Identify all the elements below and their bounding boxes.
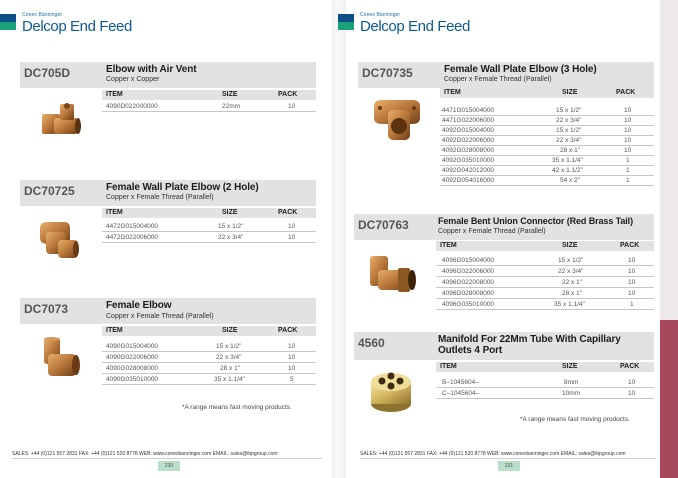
item-pack: 10	[628, 279, 636, 286]
footer-rule	[360, 458, 656, 459]
item-pack: 10	[628, 390, 636, 397]
column-pack: PACK	[278, 327, 298, 334]
table-row	[440, 136, 654, 146]
item-size: 15 x 1/2"	[558, 257, 584, 264]
item-size: 22 x 3/4"	[556, 137, 582, 144]
item-code: 4096G035010000	[442, 301, 495, 308]
item-size: 22 x 3/4"	[218, 234, 244, 241]
item-size: 28 x 1"	[220, 365, 241, 372]
item-size: 15 x 1/2"	[216, 343, 242, 350]
item-pack: 10	[288, 354, 296, 361]
column-size: SIZE	[562, 363, 578, 370]
item-pack: 1	[626, 157, 630, 164]
product-subtitle: Copper x Female Thread (Parallel)	[444, 76, 552, 83]
contact-footer: SALES: +44 (0)121 557 2831 FAX: +44 (0)121 520 8778 WEB: www.conexbanninger.com EMAIL: sales@ibpgroup.com	[360, 451, 626, 457]
brand-title: Delcop End Feed	[22, 18, 132, 35]
table-row	[436, 300, 654, 310]
item-code: 4092G042012000	[442, 167, 495, 174]
item-code: 4472G022006000	[106, 234, 159, 241]
item-pack: 1	[626, 167, 630, 174]
table-row	[102, 353, 316, 363]
item-code: 4092G015004000	[442, 127, 495, 134]
product-title: Female Wall Plate Elbow (2 Hole)	[106, 182, 259, 193]
column-pack: PACK	[278, 91, 298, 98]
item-pack: 1	[626, 177, 630, 184]
three-hole-wall-plate-elbow-icon	[372, 98, 422, 148]
table-row	[440, 126, 654, 136]
product-code: DC7073	[24, 302, 69, 316]
column-item: ITEM	[440, 363, 457, 370]
table-row	[440, 166, 654, 176]
item-code: B–1045604–	[442, 379, 479, 386]
product-code: DC70735	[362, 66, 413, 80]
table-row	[102, 342, 316, 352]
column-size: SIZE	[562, 242, 578, 249]
page-edge	[660, 0, 678, 478]
item-code: 4472G015004000	[106, 223, 159, 230]
item-code: 4092G028008000	[442, 147, 495, 154]
item-code: 4090G015004000	[106, 343, 159, 350]
item-pack: 10	[624, 107, 632, 114]
column-pack: PACK	[620, 242, 640, 249]
column-item: ITEM	[106, 91, 123, 98]
contact-footer: SALES: +44 (0)121 557 2831 FAX: +44 (0)121 520 8778 WEB: www.conexbanninger.com EMAIL: sales@ibpgroup.com	[12, 451, 278, 457]
table-header	[440, 88, 654, 98]
product-code: 4560	[358, 336, 385, 350]
brand-company: Conex Bänninger	[22, 12, 63, 18]
column-item: ITEM	[444, 89, 461, 96]
item-size: 54 x 2"	[560, 177, 581, 184]
table-row	[436, 378, 654, 388]
item-pack: 1	[630, 301, 634, 308]
item-code: 4096G015004000	[442, 257, 495, 264]
product-title: Female Bent Union Connector (Red Brass Tail)	[438, 216, 633, 226]
item-code: 4092G022006000	[442, 137, 495, 144]
item-size: 35 x 1.1/4"	[554, 301, 585, 308]
item-size: 42 x 1.1/2"	[552, 167, 583, 174]
product-title: Elbow with Air Vent	[106, 64, 197, 75]
item-code: 4096G022006000	[442, 268, 495, 275]
item-pack: 10	[288, 343, 296, 350]
page-number: 230	[158, 461, 180, 471]
product-subtitle: Copper x Copper	[106, 76, 160, 83]
right-page	[346, 0, 660, 478]
wall-plate-elbow-icon	[36, 218, 82, 266]
brand-logo-icon	[0, 14, 16, 30]
item-pack: 10	[628, 290, 636, 297]
footnote: *A range means fast moving products.	[182, 404, 292, 411]
column-item: ITEM	[440, 242, 457, 249]
item-code: 4092G035010000	[442, 157, 495, 164]
item-size: 28 x 1"	[560, 147, 581, 154]
column-pack: PACK	[620, 363, 640, 370]
item-code: 4096G028008000	[442, 290, 495, 297]
item-size: 15 x 1/2"	[556, 107, 582, 114]
table-row	[440, 176, 654, 186]
table-header	[436, 241, 654, 251]
table-header	[102, 326, 316, 336]
item-pack: 10	[624, 117, 632, 124]
table-row	[102, 222, 316, 232]
item-size: 35 x 1.1/4"	[552, 157, 583, 164]
item-size: 15 x 1/2"	[556, 127, 582, 134]
footer-rule	[12, 458, 322, 459]
product-subtitle: Copper x Female Thread (Parallel)	[438, 228, 546, 235]
item-code: 4096G022008000	[442, 279, 495, 286]
column-size: SIZE	[222, 91, 238, 98]
item-size: 22 x 3/4"	[556, 117, 582, 124]
item-size: 22mm	[222, 103, 241, 110]
table-row	[102, 375, 316, 385]
item-size: 22 x 3/4"	[558, 268, 584, 275]
item-pack: 10	[288, 103, 296, 110]
item-code: 4471G015004000	[442, 107, 495, 114]
brand-logo-icon	[338, 14, 354, 30]
column-size: SIZE	[222, 209, 238, 216]
column-size: SIZE	[562, 89, 578, 96]
item-size: 8mm	[564, 379, 579, 386]
page-number: 231	[498, 461, 520, 471]
column-pack: PACK	[616, 89, 636, 96]
column-size: SIZE	[222, 327, 238, 334]
table-row	[440, 146, 654, 156]
manifold-icon	[368, 370, 414, 414]
item-size: 10mm	[562, 390, 581, 397]
section-tab	[660, 320, 678, 478]
item-size: 28 x 1"	[562, 290, 583, 297]
item-pack: 10	[288, 234, 296, 241]
table-row	[436, 267, 654, 277]
product-code: DC70763	[358, 218, 409, 232]
table-row	[102, 102, 316, 112]
item-code: 4090G022006000	[106, 354, 159, 361]
table-row	[436, 289, 654, 299]
item-code: C–1045604–	[442, 390, 480, 397]
table-header	[102, 208, 316, 218]
product-code: DC705D	[24, 66, 71, 80]
column-pack: PACK	[278, 209, 298, 216]
column-item: ITEM	[106, 209, 123, 216]
brand-company: Conex Bänninger	[360, 12, 401, 18]
brand-title: Delcop End Feed	[360, 18, 470, 35]
item-pack: 10	[628, 257, 636, 264]
item-pack: 10	[628, 268, 636, 275]
product-title-line-1: Manifold For 22Mm Tube With Capillary	[438, 334, 621, 345]
table-row	[440, 156, 654, 166]
item-pack: 10	[624, 137, 632, 144]
item-code: 4090G035010000	[106, 376, 159, 383]
item-size: 35 x 1.1/4"	[214, 376, 245, 383]
table-row	[440, 116, 654, 126]
table-row	[440, 106, 654, 116]
female-elbow-icon	[40, 336, 82, 382]
table-row	[436, 389, 654, 399]
item-pack: 5	[290, 376, 294, 383]
footnote: *A range means fast moving products.	[520, 416, 630, 423]
item-size: 22 x 1"	[562, 279, 583, 286]
product-title: Female Elbow	[106, 300, 172, 311]
table-row	[102, 233, 316, 243]
product-title: Female Wall Plate Elbow (3 Hole)	[444, 64, 597, 75]
item-pack: 10	[624, 147, 632, 154]
item-size: 15 x 1/2"	[218, 223, 244, 230]
item-pack: 10	[288, 223, 296, 230]
table-row	[436, 256, 654, 266]
table-row	[102, 364, 316, 374]
item-pack: 10	[628, 379, 636, 386]
table-row	[436, 278, 654, 288]
product-subtitle: Copper x Female Thread (Parallel)	[106, 194, 214, 201]
product-title-line-2: Outlets 4 Port	[438, 345, 503, 356]
bent-union-connector-icon	[368, 252, 418, 294]
table-header	[102, 90, 316, 100]
item-pack: 10	[624, 127, 632, 134]
product-subtitle: Copper x Female Thread (Parallel)	[106, 313, 214, 320]
column-item: ITEM	[106, 327, 123, 334]
book-spine	[332, 0, 346, 478]
item-code: 4471G022006000	[442, 117, 495, 124]
left-page	[0, 0, 332, 478]
item-code: 4090D022000000	[106, 103, 158, 110]
table-header	[436, 362, 654, 372]
item-size: 22 x 3/4"	[216, 354, 242, 361]
elbow-with-air-vent-icon	[38, 100, 84, 140]
item-code: 4092G054016000	[442, 177, 495, 184]
item-pack: 10	[288, 365, 296, 372]
product-code: DC70725	[24, 184, 75, 198]
item-code: 4090G028008000	[106, 365, 159, 372]
